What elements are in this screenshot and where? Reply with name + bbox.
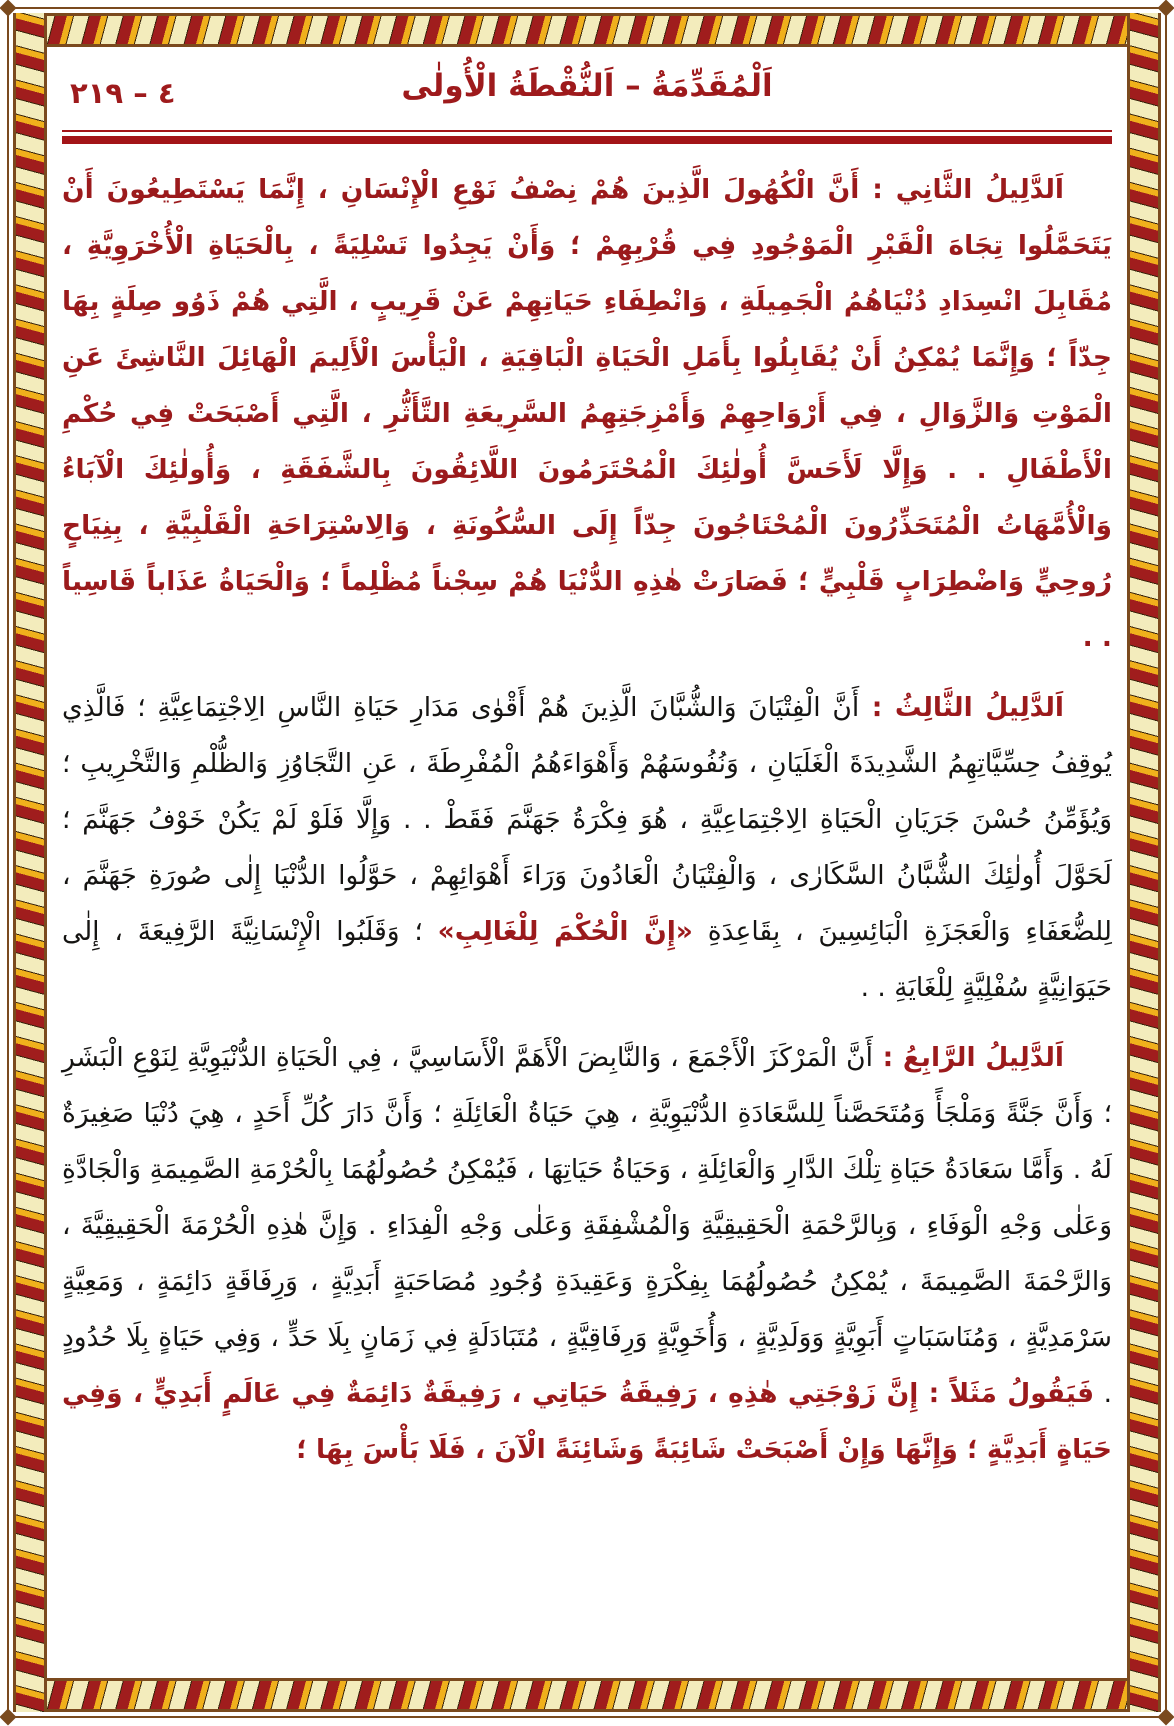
- page-content: [62, 66, 1112, 1665]
- header-divider-rule: [62, 130, 1112, 144]
- fourth-proof-lead: اَلدَّلِيلُ الرَّابِعُ :: [872, 1042, 1064, 1073]
- paragraph-third-proof: [62, 680, 1112, 1016]
- paragraph-fourth-proof: [62, 1030, 1112, 1478]
- page-body: [62, 162, 1112, 1478]
- corner-finial-bottom-left: [0, 1709, 16, 1726]
- paragraph-second-proof: [62, 162, 1112, 666]
- corner-finial-bottom-right: [1158, 1709, 1174, 1726]
- fourth-proof-text: أَنَّ الْمَرْكَزَ الْأَجْمَعَ ، وَالنَّابِضَ الْأَهَمَّ الْأَسَاسِيَّ ، فِي الْحَيَاةِ الدُّنْيَوِيَّةِ لِنَوْعِ الْبَشَرِ ؛ وَأَنَّ جَنَّةً وَمَلْجَأً وَمُتَحَصَّناً لِلسَّعَادَةِ الدُّنْيَوِيَّةِ ، هِيَ حَيَاةُ الْعَائِلَةِ ؛ وَأَنَّ دَارَ كُلِّ أَحَدٍ ، هِيَ دُنْيَا صَغِيرَةٌ لَهُ . وَأَمَّا سَعَادَةُ حَيَاةِ تِلْكَ الدَّارِ وَالْعَائِلَةِ ، وَحَيَاةُ حَيَاتِهَا ، فَيُمْكِنُ حُصُولُهُمَا بِالْحُرْمَةِ الصَّمِيمَةِ وَالْجَادَّةِ وَعَلٰى وَجْهِ الْوَفَاءِ ، وَبِالرَّحْمَةِ الْحَقِيقِيَّةِ وَالْمُشْفِقَةِ وَعَلٰى وَجْهِ الْفِدَاءِ . وَإِنَّ هٰذِهِ الْحُرْمَةَ الْحَقِيقِيَّةَ ، وَالرَّحْمَةَ الصَّمِيمَةَ ، يُمْكِنُ حُصُولُهُمَا بِفِكْرَةٍ وَعَقِيدَةِ وُجُودِ مُصَاحَبَةٍ أَبَدِيَّةٍ ، وَرِفَاقَةٍ دَائِمَةٍ ، وَمَعِيَّةٍ سَرْمَدِيَّةٍ ، وَمُنَاسَبَاتٍ أَبَوِيَّةٍ وَوَلَدِيَّةٍ ، وَأُخَوِيَّةٍ وَرِفَاقِيَّةٍ ، مُتَبَادَلَةٍ فِي زَمَانٍ بِلَا حَدٍّ ، وَفِي حَيَاةٍ بِلَا حُدُودٍ .: [62, 1042, 1112, 1409]
- third-proof-text-b: ؛ وَقَلَبُوا الْإِنْسَانِيَّةَ الرَّفِيعَةَ ، إِلٰى حَيَوَانِيَّةٍ سُفْلِيَّةٍ لِلْغَايَةِ . .: [62, 916, 1112, 1003]
- page-number: ٤ – ٢١٩: [70, 76, 176, 110]
- page-header: [62, 66, 1112, 124]
- page-title: اَلْمُقَدِّمَةُ – اَلنُّقْطَةُ الْأُولٰى: [401, 68, 773, 104]
- corner-finial-top-right: [1158, 0, 1174, 16]
- ornamental-border-bottom: [13, 1678, 1161, 1712]
- inline-quote-rule-of-victor: «إِنَّ الْحُكْمَ لِلْغَالِبِ»: [437, 916, 693, 947]
- third-proof-text-a: أَنَّ الْفِتْيَانَ وَالشُّبَّانَ الَّذِينَ هُمْ أَقْوٰى مَدَارِ حَيَاةِ النَّاسِ الِاجْتِمَاعِيَّةِ ؛ فَالَّذِي يُوقِفُ حِسِّيَّاتِهِمُ الشَّدِيدَةَ الْغَلَيَانِ ، وَنُفُوسَهُمْ وَأَهْوَاءَهُمُ الْمُفْرِطَةَ ، عَنِ التَّجَاوُزِ وَالظُّلْمِ وَالتَّخْرِيبِ ؛ وَيُؤَمِّنُ حُسْنَ جَرَيَانِ الْحَيَاةِ الِاجْتِمَاعِيَّةِ ، هُوَ فِكْرَةُ جَهَنَّمَ فَقَطْ . . وَإِلَّا فَلَوْ لَمْ يَكُنْ خَوْفُ جَهَنَّمَ ؛ لَحَوَّلَ أُولٰئِكَ الشُّبَّانُ السَّكَارٰى ، وَالْفِتْيَانُ الْعَادُونَ وَرَاءَ أَهْوَائِهِمْ ، حَوَّلُوا الدُّنْيَا إِلٰى صُورَةِ جَهَنَّمَ ، لِلضُّعَفَاءِ وَالْعَجَزَةِ الْبَائِسِينَ ، بِقَاعِدَةِ: [62, 692, 1112, 947]
- second-proof-text: اَلدَّلِيلُ الثَّانِي : أَنَّ الْكُهُولَ الَّذِينَ هُمْ نِصْفُ نَوْعِ الْإِنْسَانِ ، إِنَّمَا يَسْتَطِيعُونَ أَنْ يَتَحَمَّلُوا تِجَاهَ الْقَبْرِ الْمَوْجُودِ فِي قُرْبِهِمْ ؛ وَأَنْ يَجِدُوا تَسْلِيَةً ، بِالْحَيَاةِ الْأُخْرَوِيَّةِ ، مُقَابِلَ انْسِدَادِ دُنْيَاهُمُ الْجَمِيلَةِ ، وَانْطِفَاءِ حَيَاتِهِمْ عَنْ قَرِيبٍ ، الَّتِي هُمْ ذَوُو صِلَةٍ بِهَا جِدّاً ؛ وَإِنَّمَا يُمْكِنُ أَنْ يُقَابِلُوا بِأَمَلِ الْحَيَاةِ الْبَاقِيَةِ ، الْيَأْسَ الْأَلِيمَ الْهَائِلَ النَّاشِئَ عَنِ الْمَوْتِ وَالزَّوَالِ ، فِي أَرْوَاحِهِمْ وَأَمْزِجَتِهِمُ السَّرِيعَةِ التَّأَثُّرِ ، الَّتِي أَصْبَحَتْ فِي حُكْمِ الْأَطْفَالِ . . وَإِلَّا لَأَحَسَّ أُولٰئِكَ الْمُحْتَرَمُونَ اللَّائِقُونَ بِالشَّفَقَةِ ، وَأُولٰئِكَ الْآبَاءُ وَالْأُمَّهَاتُ الْمُتَحَذِّرُونَ الْمُحْتَاجُونَ جِدّاً إِلَى السُّكُونَةِ ، وَالِاسْتِرَاحَةِ الْقَلْبِيَّةِ ، بِنِيَاحٍ رُوحِيٍّ وَاضْطِرَابٍ قَلْبِيٍّ ؛ فَصَارَتْ هٰذِهِ الدُّنْيَا هُمْ سِجْناً مُظْلِماً ؛ وَالْحَيَاةُ عَذَاباً قَاسِياً . .: [62, 174, 1112, 653]
- corner-finial-top-left: [0, 0, 16, 16]
- third-proof-lead: اَلدَّلِيلُ الثَّالِثُ :: [859, 692, 1065, 723]
- ornamental-border-left: [13, 13, 47, 1712]
- ornamental-border-top: [13, 13, 1161, 47]
- ornamental-border-right: [1127, 13, 1161, 1712]
- fourth-proof-red-tail: فَيَقُولُ مَثَلاً : إِنَّ زَوْجَتِي هٰذِهِ ، رَفِيقَةُ حَيَاتِي ، رَفِيقَةٌ دَائِمَةٌ فِي عَالَمٍ أَبَدِيٍّ ، وَفِي حَيَاةٍ أَبَدِيَّةٍ ؛ وَإِنَّهَا وَإِنْ أَصْبَحَتْ شَائِبَةً وَشَائِنَةً الْآنَ ، فَلَا بَأْسَ بِهَا ؛: [62, 1378, 1112, 1465]
